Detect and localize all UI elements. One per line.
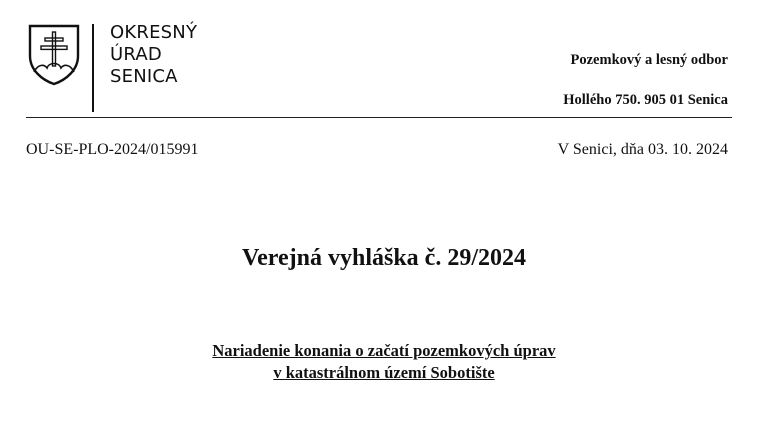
office-line-3: SENICA (110, 66, 178, 87)
subject-line-1: Nariadenie konania o začatí pozemkových úprav (212, 341, 556, 360)
department-name: Pozemkový a lesný odbor (570, 52, 728, 68)
header-rule (26, 117, 732, 118)
reference-number: OU-SE-PLO-2024/015991 (26, 141, 199, 158)
place-and-date: V Senici, dňa 03. 10. 2024 (557, 141, 728, 158)
coat-of-arms-emblem (26, 22, 82, 86)
subject-line-2: v katastrálnom území Sobotište (273, 363, 495, 382)
office-name (110, 22, 197, 88)
office-line-2: ÚRAD (110, 44, 162, 65)
document-subject (0, 340, 768, 384)
office-address: Hollého 750. 905 01 Senica (563, 92, 728, 108)
header-divider (92, 24, 94, 112)
office-line-1: OKRESNÝ (110, 22, 198, 43)
document-title: Verejná vyhláška č. 29/2024 (241, 245, 526, 271)
